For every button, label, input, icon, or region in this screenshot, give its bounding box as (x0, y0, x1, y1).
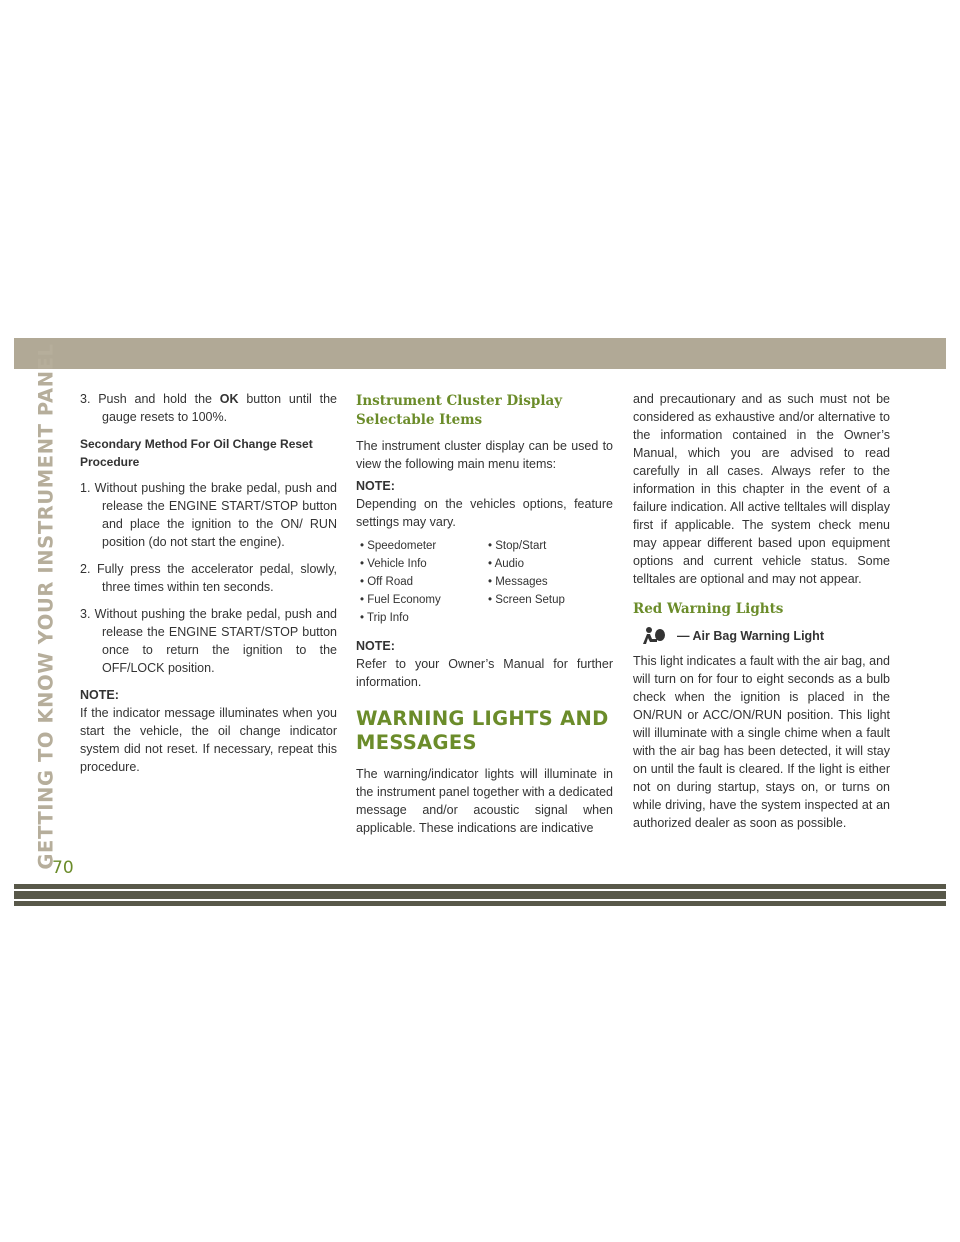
section-heading-selectable-items: Instrument Cluster Display Selectable Items (356, 393, 563, 428)
warning-intro-text: The warning/indicator lights will illuminate in the instrument panel together with a dedicated message and/or acoustic signal when applicable. These indications are indicative (356, 767, 613, 835)
chapter-side-tab (26, 342, 66, 870)
list-item: • Vehicle Info (360, 558, 427, 570)
column-middle (356, 390, 613, 837)
airbag-description: This light indicates a fault with the air bag, and will turn on for four to eight seconds as a bulb check when the ignition is placed in the ON/RUN or ACC/ON/RUN position. This light will illuminate with a single chime when a fault with the air bag has been detected, it will stay on until the fault is cleared. If the light is either not on during startup, stays on, or turns on while driving, have the system inspected at an authorized dealer as soon as possible. (633, 654, 890, 830)
step-3: 3. Without pushing the brake pedal, push and release the ENGINE START/STOP button once to return the ignition to the OFF/LOCK position. (80, 607, 337, 675)
note-text: Depending on the vehicles options, feature settings may vary. (356, 497, 613, 529)
precaution-text: and precautionary and as such must not be considered as exhaustive and/or alternative to the information contained in the Owner’s Manual, which you are advised to read carefully in all cases. Always refer to the information in this chapter in the event of a failure indication. All active telltales will display first if applicable. The system check menu may appear different based upon equipment options and current vehicle status. Some telltales are optional and may not appear. (633, 392, 890, 586)
list-item: • Audio (488, 558, 524, 570)
footer-band (14, 884, 946, 906)
list-item: • Trip Info (360, 612, 409, 624)
note-label: NOTE: (356, 479, 395, 493)
note-label: NOTE: (80, 688, 119, 702)
step-1: 1. Without pushing the brake pedal, push and release the ENGINE START/STOP button and place the ignition to the ON/ RUN position (do not start the engine). (80, 481, 337, 549)
step-3-ok: 3. Push and hold the OK button until the gauge resets to 100%. (80, 392, 337, 424)
footer-rule (14, 889, 946, 891)
column-right (633, 390, 890, 832)
list-item: • Off Road (360, 576, 414, 588)
footer-rule (14, 899, 946, 901)
list-item: • Screen Setup (488, 594, 565, 606)
list-item: • Fuel Economy (360, 594, 441, 606)
chapter-title: GETTING TO KNOW YOUR INSTRUMENT PANEL (34, 342, 58, 870)
note-text: If the indicator message illuminates when you start the vehicle, the oil change indicator system did not reset. If necessary, repeat this procedure. (80, 706, 337, 774)
section-heading-warning-lights: WARNING LIGHTS AND MESSAGES (356, 707, 609, 754)
note-label: NOTE: (356, 639, 395, 653)
column-left (80, 390, 337, 776)
section-heading-red-warning-lights: Red Warning Lights (633, 601, 784, 617)
ok-button-label: OK (219, 392, 239, 406)
oil-reset-subhead: Secondary Method For Oil Change Reset Procedure (80, 437, 313, 469)
header-band (14, 338, 946, 369)
list-item (488, 609, 608, 627)
airbag-warning-row (633, 626, 890, 646)
list-item: • Messages (488, 576, 548, 588)
intro-text: The instrument cluster display can be used to view the following main menu items: (356, 439, 613, 471)
list-item: • Stop/Start (488, 540, 547, 552)
menu-items-list (356, 537, 613, 627)
page-number: 70 (52, 858, 74, 878)
airbag-warning-icon (637, 626, 671, 646)
note-text: Refer to your Owner’s Manual for further information. (356, 657, 613, 689)
airbag-warning-label: — Air Bag Warning Light (677, 629, 824, 643)
step-2: 2. Fully press the accelerator pedal, slowly, three times within ten seconds. (80, 562, 337, 594)
list-item: • Speedometer (360, 540, 437, 552)
